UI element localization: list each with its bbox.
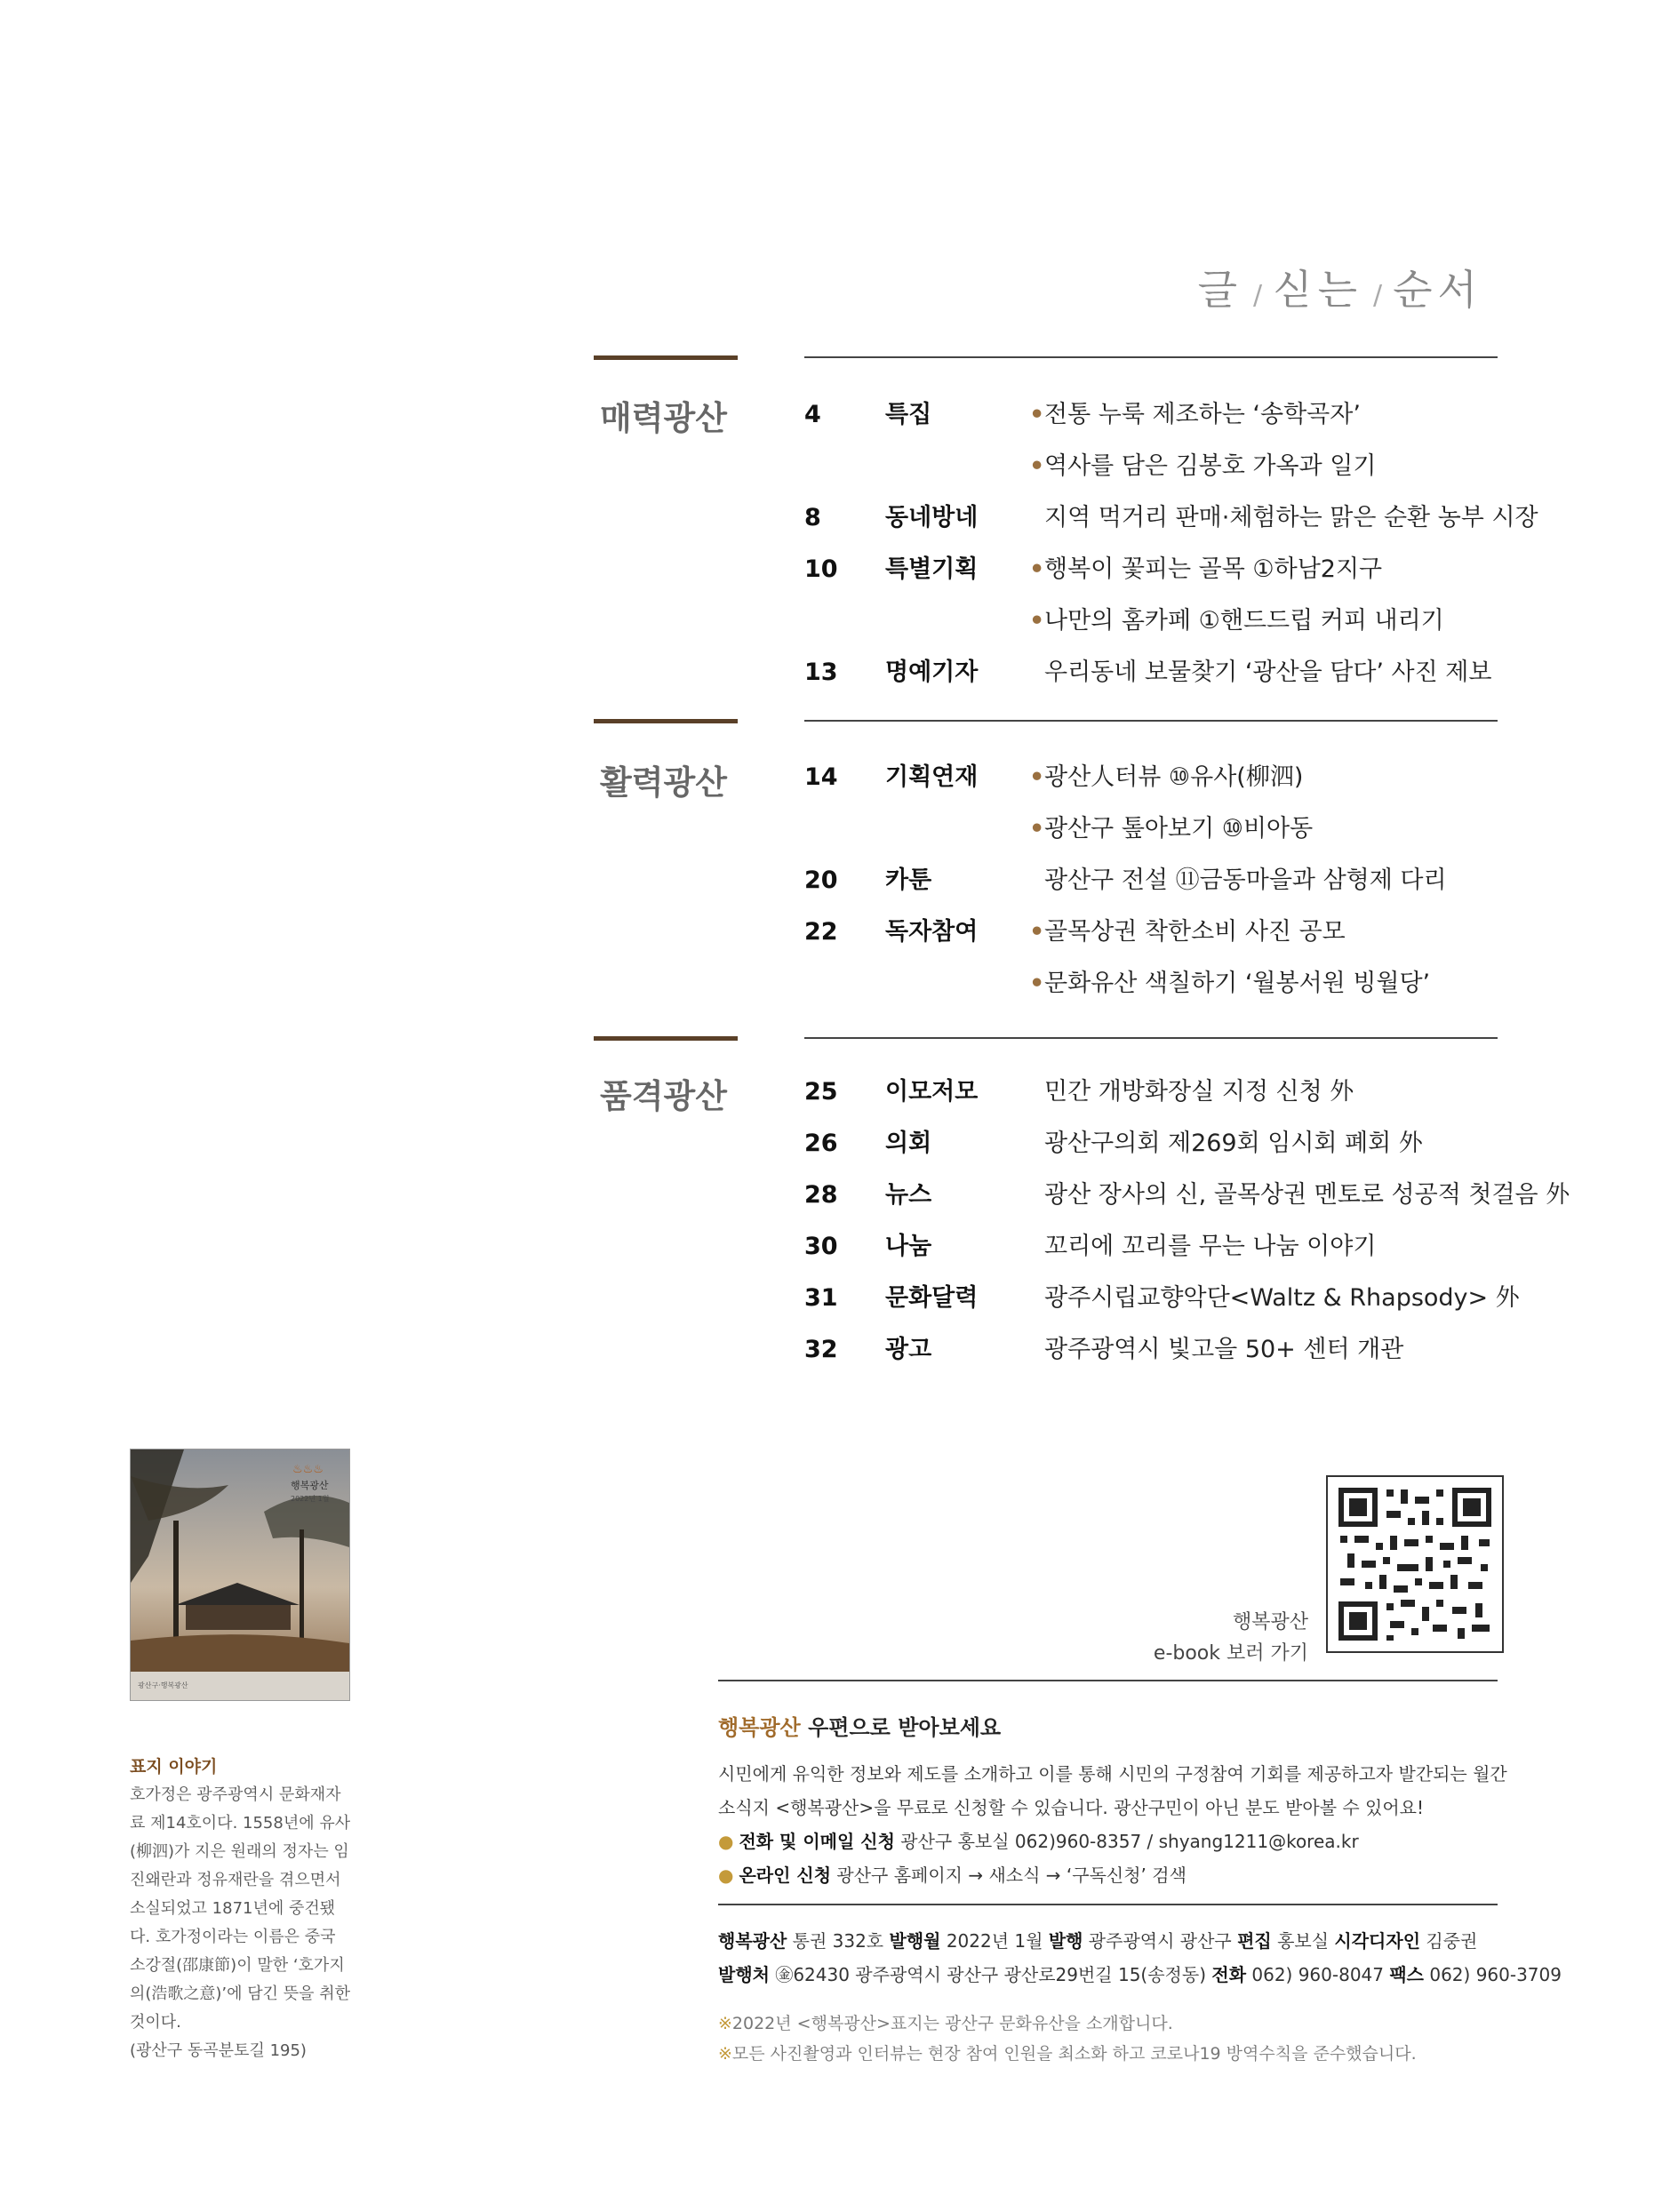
toc-page: 10 <box>804 555 838 583</box>
note-text: 모든 사진촬영과 인터뷰는 현장 참여 인원을 최소화 하고 코로나19 방역수칙을 준수했습니다. <box>731 2044 1417 2064</box>
online-line[interactable] <box>718 1861 1187 1887</box>
toc-category: 명예기자 <box>885 659 979 686</box>
toc-row[interactable] <box>804 1118 1498 1170</box>
heading-separator: / <box>1253 280 1263 311</box>
toc-row[interactable] <box>804 492 1538 544</box>
toc-row[interactable] <box>804 1066 1498 1118</box>
toc-page: 26 <box>804 1130 838 1157</box>
toc-title: 꼬리에 꼬리를 무는 나눔 이야기 <box>1044 1233 1377 1260</box>
toc-category: 의회 <box>885 1130 932 1157</box>
toc-category: 독자참여 <box>885 918 979 946</box>
toc-category: 특별기획 <box>885 555 979 583</box>
toc-title: 광산구 전설 ⑪금동마을과 삼형제 다리 <box>1044 866 1447 894</box>
toc-page: 14 <box>804 763 838 791</box>
pub-address: ㊎62430 광주광역시 광산구 광산로29번길 15(송정동) <box>769 1964 1212 1985</box>
bullet-icon: • <box>1029 970 1045 997</box>
subscription-title <box>718 1710 1001 1741</box>
toc-page: 30 <box>804 1233 838 1260</box>
cover-story-line: (광산구 동곡분토길 195) <box>130 2041 307 2060</box>
section-title: 매력광산 <box>600 399 727 437</box>
pub-phone: 062) 960-8047 <box>1246 1964 1390 1985</box>
contact-line[interactable] <box>718 1827 1359 1853</box>
toc-row[interactable] <box>804 544 1498 595</box>
contact-label: 전화 및 이메일 신청 <box>739 1831 895 1852</box>
note <box>718 2040 1417 2064</box>
toc-category: 광고 <box>885 1336 932 1363</box>
subscription-desc: 소식지 <행복광산>을 무료로 신청할 수 있습니다. 광산구민이 아닌 분도 받아볼 수 있어요! <box>718 1797 1425 1818</box>
toc-title: 광산 장사의 신, 골목상권 멘토로 성공적 첫걸음 外 <box>1044 1181 1570 1209</box>
note-mark-icon: ※ <box>718 2044 732 2064</box>
toc-category: 뉴스 <box>885 1181 932 1209</box>
ebook-label[interactable] <box>1067 1638 1308 1665</box>
cover-photo <box>131 1449 349 1700</box>
pub-volume: 통권 332호 <box>787 1930 890 1952</box>
cover-story-line: (柳泗)가 지은 원래의 정자는 임 <box>130 1842 349 1861</box>
pub-publisher-label: 발행 <box>1048 1930 1083 1952</box>
cover-thumbnail[interactable] <box>130 1449 350 1701</box>
toc-row[interactable] <box>804 803 1498 855</box>
section-bar <box>594 719 738 723</box>
heading-word: 글 <box>1197 266 1243 314</box>
note-mark-icon: ※ <box>718 2014 732 2033</box>
toc-title: 광주시립교향악단<Waltz & Rhapsody> 外 <box>1044 1284 1520 1312</box>
cover-story-line: 다. 호가정이라는 이름은 중국 <box>130 1928 336 1946</box>
toc-page: 32 <box>804 1336 838 1363</box>
ebook-line: e-book 보러 가기 <box>1153 1642 1308 1665</box>
heading-word: 순서 <box>1393 266 1482 314</box>
ebook-line: 행복광산 <box>1232 1611 1308 1633</box>
toc-row[interactable] <box>804 855 1498 906</box>
bullet-icon: • <box>1029 401 1045 428</box>
note-text: 2022년 <행복광산>표지는 광산구 문화유산을 소개합니다. <box>731 2014 1173 2033</box>
section-bar <box>594 355 738 360</box>
heading-word: 싣는 <box>1273 266 1363 314</box>
pub-design: 김중권 <box>1420 1930 1478 1952</box>
toc-title: 문화유산 색칠하기 ‘월봉서원 빙월당’ <box>1044 970 1431 997</box>
toc-title: 전통 누룩 제조하는 ‘송학곡자’ <box>1044 401 1361 428</box>
section-bar <box>594 1036 738 1041</box>
online-value: 광산구 홈페이지 → 새소식 → ‘구독신청’ 검색 <box>831 1865 1187 1886</box>
pub-publisher: 광주광역시 광산구 <box>1083 1930 1238 1952</box>
toc-title: 나만의 홈카페 ①핸드드립 커피 내리기 <box>1044 607 1444 635</box>
toc-page: 8 <box>804 504 821 531</box>
toc-category: 나눔 <box>885 1233 932 1260</box>
toc-page: 20 <box>804 866 838 894</box>
cover-story-line: 것이다. <box>130 2013 181 2032</box>
cover-story <box>130 1753 352 2065</box>
publication-line <box>718 1960 1562 1986</box>
cover-story-line: 진왜란과 정유재란을 겪으면서 <box>130 1871 341 1889</box>
subscription-desc: 시민에게 유익한 정보와 제도를 소개하고 이를 통해 시민의 구정참여 기회를 제공하고자 발간되는 월간 <box>718 1763 1507 1785</box>
qr-code[interactable] <box>1326 1475 1504 1653</box>
toc-title: 민간 개방화장실 지정 신청 外 <box>1044 1078 1354 1106</box>
toc-row[interactable] <box>804 595 1498 647</box>
publication-line <box>718 1927 1477 1952</box>
qr-icon <box>1328 1477 1502 1651</box>
contact-value: 광산구 홍보실 062)960-8357 / shyang1211@korea.kr <box>894 1831 1359 1852</box>
toc-page: 25 <box>804 1078 838 1106</box>
pub-date: 2022년 1월 <box>940 1930 1049 1952</box>
toc-title: 광산구 톺아보기 ⑩비아동 <box>1044 815 1314 842</box>
toc-page: 28 <box>804 1181 838 1209</box>
toc-category: 카툰 <box>885 866 932 894</box>
bullet-icon: • <box>1029 815 1045 842</box>
section-title: 품격광산 <box>600 1077 727 1115</box>
bullet-icon: • <box>1029 607 1045 635</box>
cover-footer-text: 광산구·행복광산 <box>138 1681 188 1689</box>
toc-row[interactable] <box>804 441 1498 492</box>
cover-issue: 2022년 1월 <box>291 1495 330 1503</box>
toc-category: 기획연재 <box>885 763 979 791</box>
pub-fax-label: 팩스 <box>1389 1964 1424 1985</box>
pub-design-label: 시각디자인 <box>1334 1930 1421 1952</box>
toc-title: 우리동네 보물찾기 ‘광산을 담다’ 사진 제보 <box>1044 659 1492 686</box>
toc-row[interactable] <box>804 906 1498 958</box>
toc-page: 4 <box>804 401 821 428</box>
section-title: 활력광산 <box>600 763 727 802</box>
toc-row[interactable] <box>804 1324 1498 1376</box>
toc-row[interactable] <box>804 958 1498 1010</box>
page-heading <box>1198 258 1482 316</box>
toc-title: 역사를 담은 김봉호 가옥과 일기 <box>1044 452 1377 480</box>
section-rule <box>804 1037 1498 1039</box>
toc-title: 광주광역시 빛고을 50+ 센터 개관 <box>1044 1336 1404 1363</box>
pub-editor-label: 편집 <box>1237 1930 1272 1952</box>
heading-separator: / <box>1373 280 1383 311</box>
ebook-label[interactable] <box>1067 1607 1308 1634</box>
bullet-icon: ● <box>718 1865 734 1886</box>
toc-title: 지역 먹거리 판매·체험하는 맑은 순환 농부 시장 <box>1044 504 1538 531</box>
pub-date-label: 발행월 <box>889 1930 941 1952</box>
pub-fax: 062) 960-3709 <box>1424 1964 1562 1985</box>
divider <box>718 1680 1498 1681</box>
cover-story-line: 소실되었고 1871년에 중건됐 <box>130 1899 336 1918</box>
cover-story-line: 호가정은 광주광역시 문화재자 <box>130 1785 341 1804</box>
toc-page: 31 <box>804 1284 838 1312</box>
toc-page: 13 <box>804 659 838 686</box>
cover-story-line: 의(浩歌之意)’에 담긴 뜻을 취한 <box>130 1984 351 2003</box>
bullet-icon: • <box>1029 918 1045 946</box>
toc-category: 이모저모 <box>885 1078 979 1106</box>
toc-row[interactable] <box>804 1170 1570 1221</box>
pub-editor: 홍보실 <box>1271 1930 1335 1952</box>
toc-row[interactable] <box>804 1221 1498 1273</box>
toc-row[interactable] <box>804 1273 1520 1324</box>
pub-phone-label: 전화 <box>1211 1964 1247 1985</box>
note <box>718 2010 1173 2034</box>
toc-row[interactable] <box>804 389 1498 441</box>
bullet-icon: • <box>1029 555 1045 583</box>
cover-story-line: 료 제14호이다. 1558년에 유사 <box>130 1814 351 1833</box>
cover-logo-text: 행복광산 <box>291 1480 329 1491</box>
subscription-title-text: 우편으로 받아보세요 <box>800 1715 1002 1740</box>
toc-page: 22 <box>804 918 838 946</box>
divider <box>718 1904 1498 1905</box>
section-rule <box>804 720 1498 722</box>
toc-category: 동네방네 <box>885 504 979 531</box>
toc-title: 행복이 꽃피는 골목 ①하남2지구 <box>1044 555 1383 583</box>
toc-category: 특집 <box>885 401 932 428</box>
subscription-brand: 행복광산 <box>718 1715 801 1740</box>
toc-row[interactable] <box>804 752 1498 803</box>
cover-story-line: 소강절(邵康節)이 말한 ‘호가지 <box>130 1956 345 1975</box>
bullet-icon: • <box>1029 452 1045 480</box>
cover-logo-marks: ♨♨♨ <box>292 1463 324 1476</box>
bullet-icon: • <box>1029 763 1045 791</box>
toc-row[interactable] <box>804 647 1498 699</box>
toc-title: 광산人터뷰 ⑩유사(柳泗) <box>1044 763 1304 791</box>
section-rule <box>804 356 1498 358</box>
toc-title: 광산구의회 제269회 임시회 폐회 外 <box>1044 1130 1423 1157</box>
online-label: 온라인 신청 <box>739 1865 832 1886</box>
toc-category: 문화달력 <box>885 1284 979 1312</box>
pub-name: 행복광산 <box>718 1930 787 1952</box>
bullet-icon: ● <box>718 1831 734 1852</box>
toc-title: 골목상권 착한소비 사진 공모 <box>1044 918 1346 946</box>
cover-story-title: 표지 이야기 <box>130 1757 218 1777</box>
pub-office-label: 발행처 <box>718 1964 770 1985</box>
